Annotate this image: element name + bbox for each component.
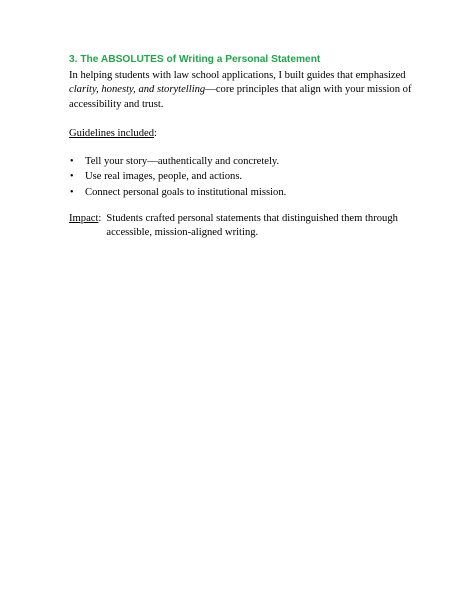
guidelines-label: Guidelines included bbox=[69, 127, 155, 139]
impact-label: Impact bbox=[69, 212, 99, 224]
list-item bbox=[69, 186, 414, 200]
guidelines-colon: : bbox=[154, 127, 157, 139]
impact-text: Students crafted personal statements that distinguished them through accessible, mission-aligned writing. bbox=[106, 212, 398, 239]
list-item bbox=[69, 155, 414, 169]
intro-paragraph bbox=[69, 69, 414, 112]
guidelines-heading bbox=[69, 127, 414, 141]
list-item-text: Connect personal goals to institutional mission. bbox=[85, 186, 287, 198]
list-item-text: Tell your story—authentically and concretely. bbox=[85, 156, 280, 168]
impact-colon: : bbox=[98, 212, 102, 224]
bullet-icon: • bbox=[70, 171, 74, 183]
section-content bbox=[69, 53, 414, 240]
impact-paragraph bbox=[69, 212, 414, 241]
section-heading: 3. The ABSOLUTES of Writing a Personal Statement bbox=[69, 54, 321, 65]
list-item bbox=[69, 170, 414, 184]
bullet-icon: • bbox=[70, 186, 74, 198]
intro-text-end: —core principles that align with your mission of accessibility and trust. bbox=[69, 84, 412, 110]
guidelines-list bbox=[69, 155, 414, 200]
impact-heading bbox=[69, 212, 101, 241]
bullet-icon: • bbox=[70, 156, 74, 168]
intro-text-start: In helping students with law school applications, I built guides that emphasized bbox=[69, 70, 406, 81]
intro-emphasis: clarity, honesty, and storytelling bbox=[69, 84, 206, 96]
list-item-text: Use real images, people, and actions. bbox=[85, 171, 243, 183]
